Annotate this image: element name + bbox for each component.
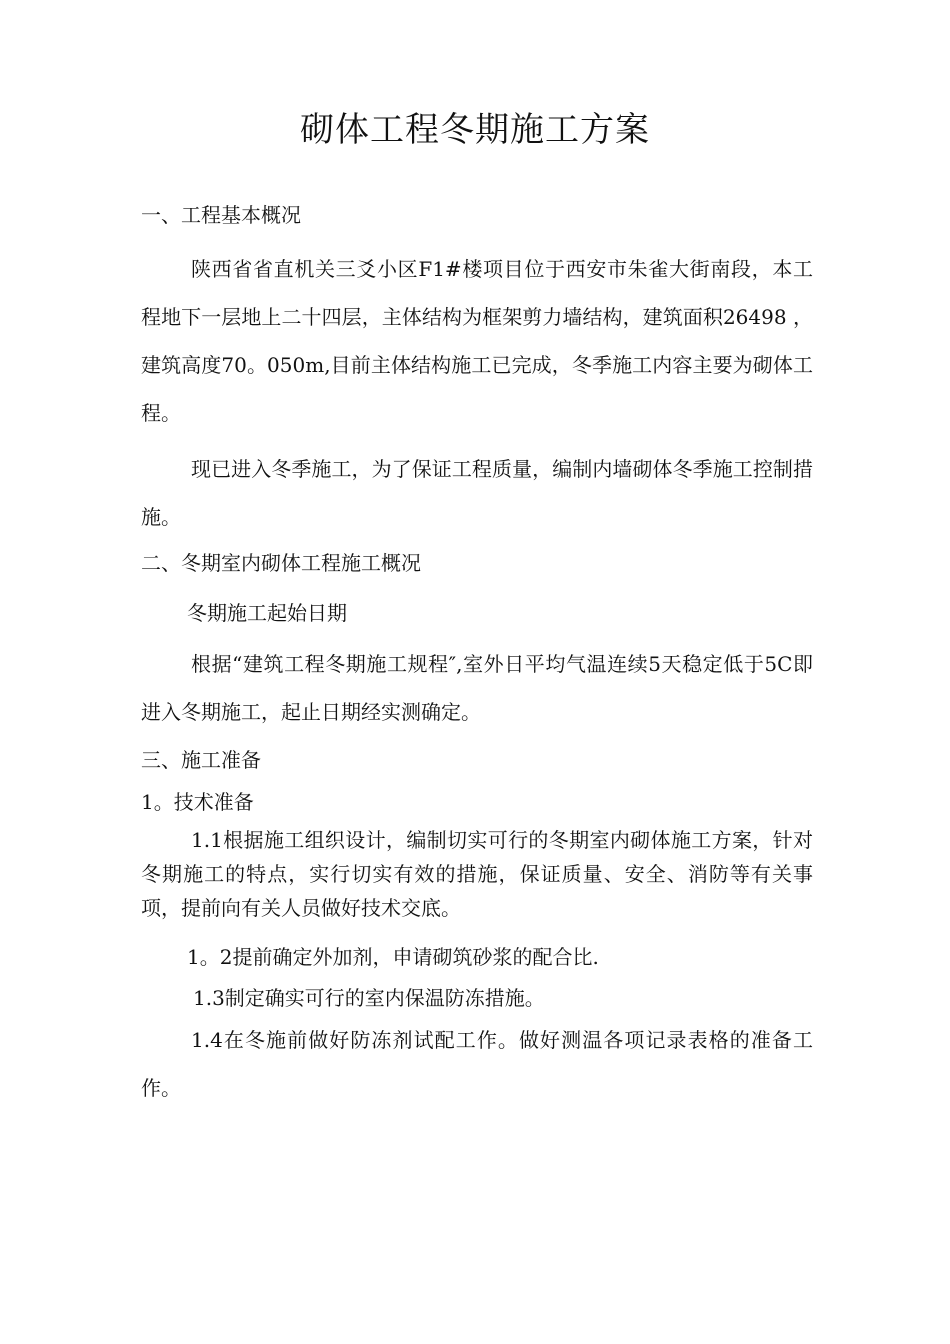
document-title: 砌体工程冬期施工方案: [300, 110, 650, 150]
paragraph-item-1-3: 1.3制定确实可行的室内保温防冻措施。: [193, 986, 545, 1010]
section-heading-2: 二、冬期室内砌体工程施工概况: [141, 551, 421, 575]
paragraph-winter-measures: 现已进入冬季施工，为了保证工程质量，编制内墙砌体冬季施工控制措施。: [141, 457, 813, 529]
section-heading-3: 三、施工准备: [141, 748, 261, 772]
section-heading-1: 一、工程基本概况: [141, 203, 301, 227]
paragraph-item-1-4: 1.4在冬施前做好防冻剂试配工作。做好测温各项记录表格的准备工作。: [141, 1028, 813, 1100]
paragraph-item-1-1: 1.1根据施工组织设计，编制切实可行的冬期室内砌体施工方案，针对冬期施工的特点，实行切实有效的措施，保证质量、安全、消防等有关事项，提前向有关人员做好技术交底。: [141, 828, 813, 920]
paragraph-start-date-rule: 根据“建筑工程冬期施工规程″,室外日平均气温连续5天稳定低于5C即进入冬期施工，起止日期经实测确定。: [141, 652, 813, 724]
subheading-technical-prep: 1。技术准备: [141, 790, 254, 814]
subheading-start-date: 冬期施工起始日期: [187, 601, 347, 625]
paragraph-project-overview: 陕西省省直机关三爻小区F1#楼项目位于西安市朱雀大街南段，本工程地下一层地上二十四层，主体结构为框架剪力墙结构，建筑面积26498 ，建筑高度70。050m,目前主体结构施工已完成，冬季施工内容主要为砌体工程。: [141, 257, 813, 425]
paragraph-item-1-2: 1。2提前确定外加剂，申请砌筑砂浆的配合比.: [187, 945, 599, 969]
